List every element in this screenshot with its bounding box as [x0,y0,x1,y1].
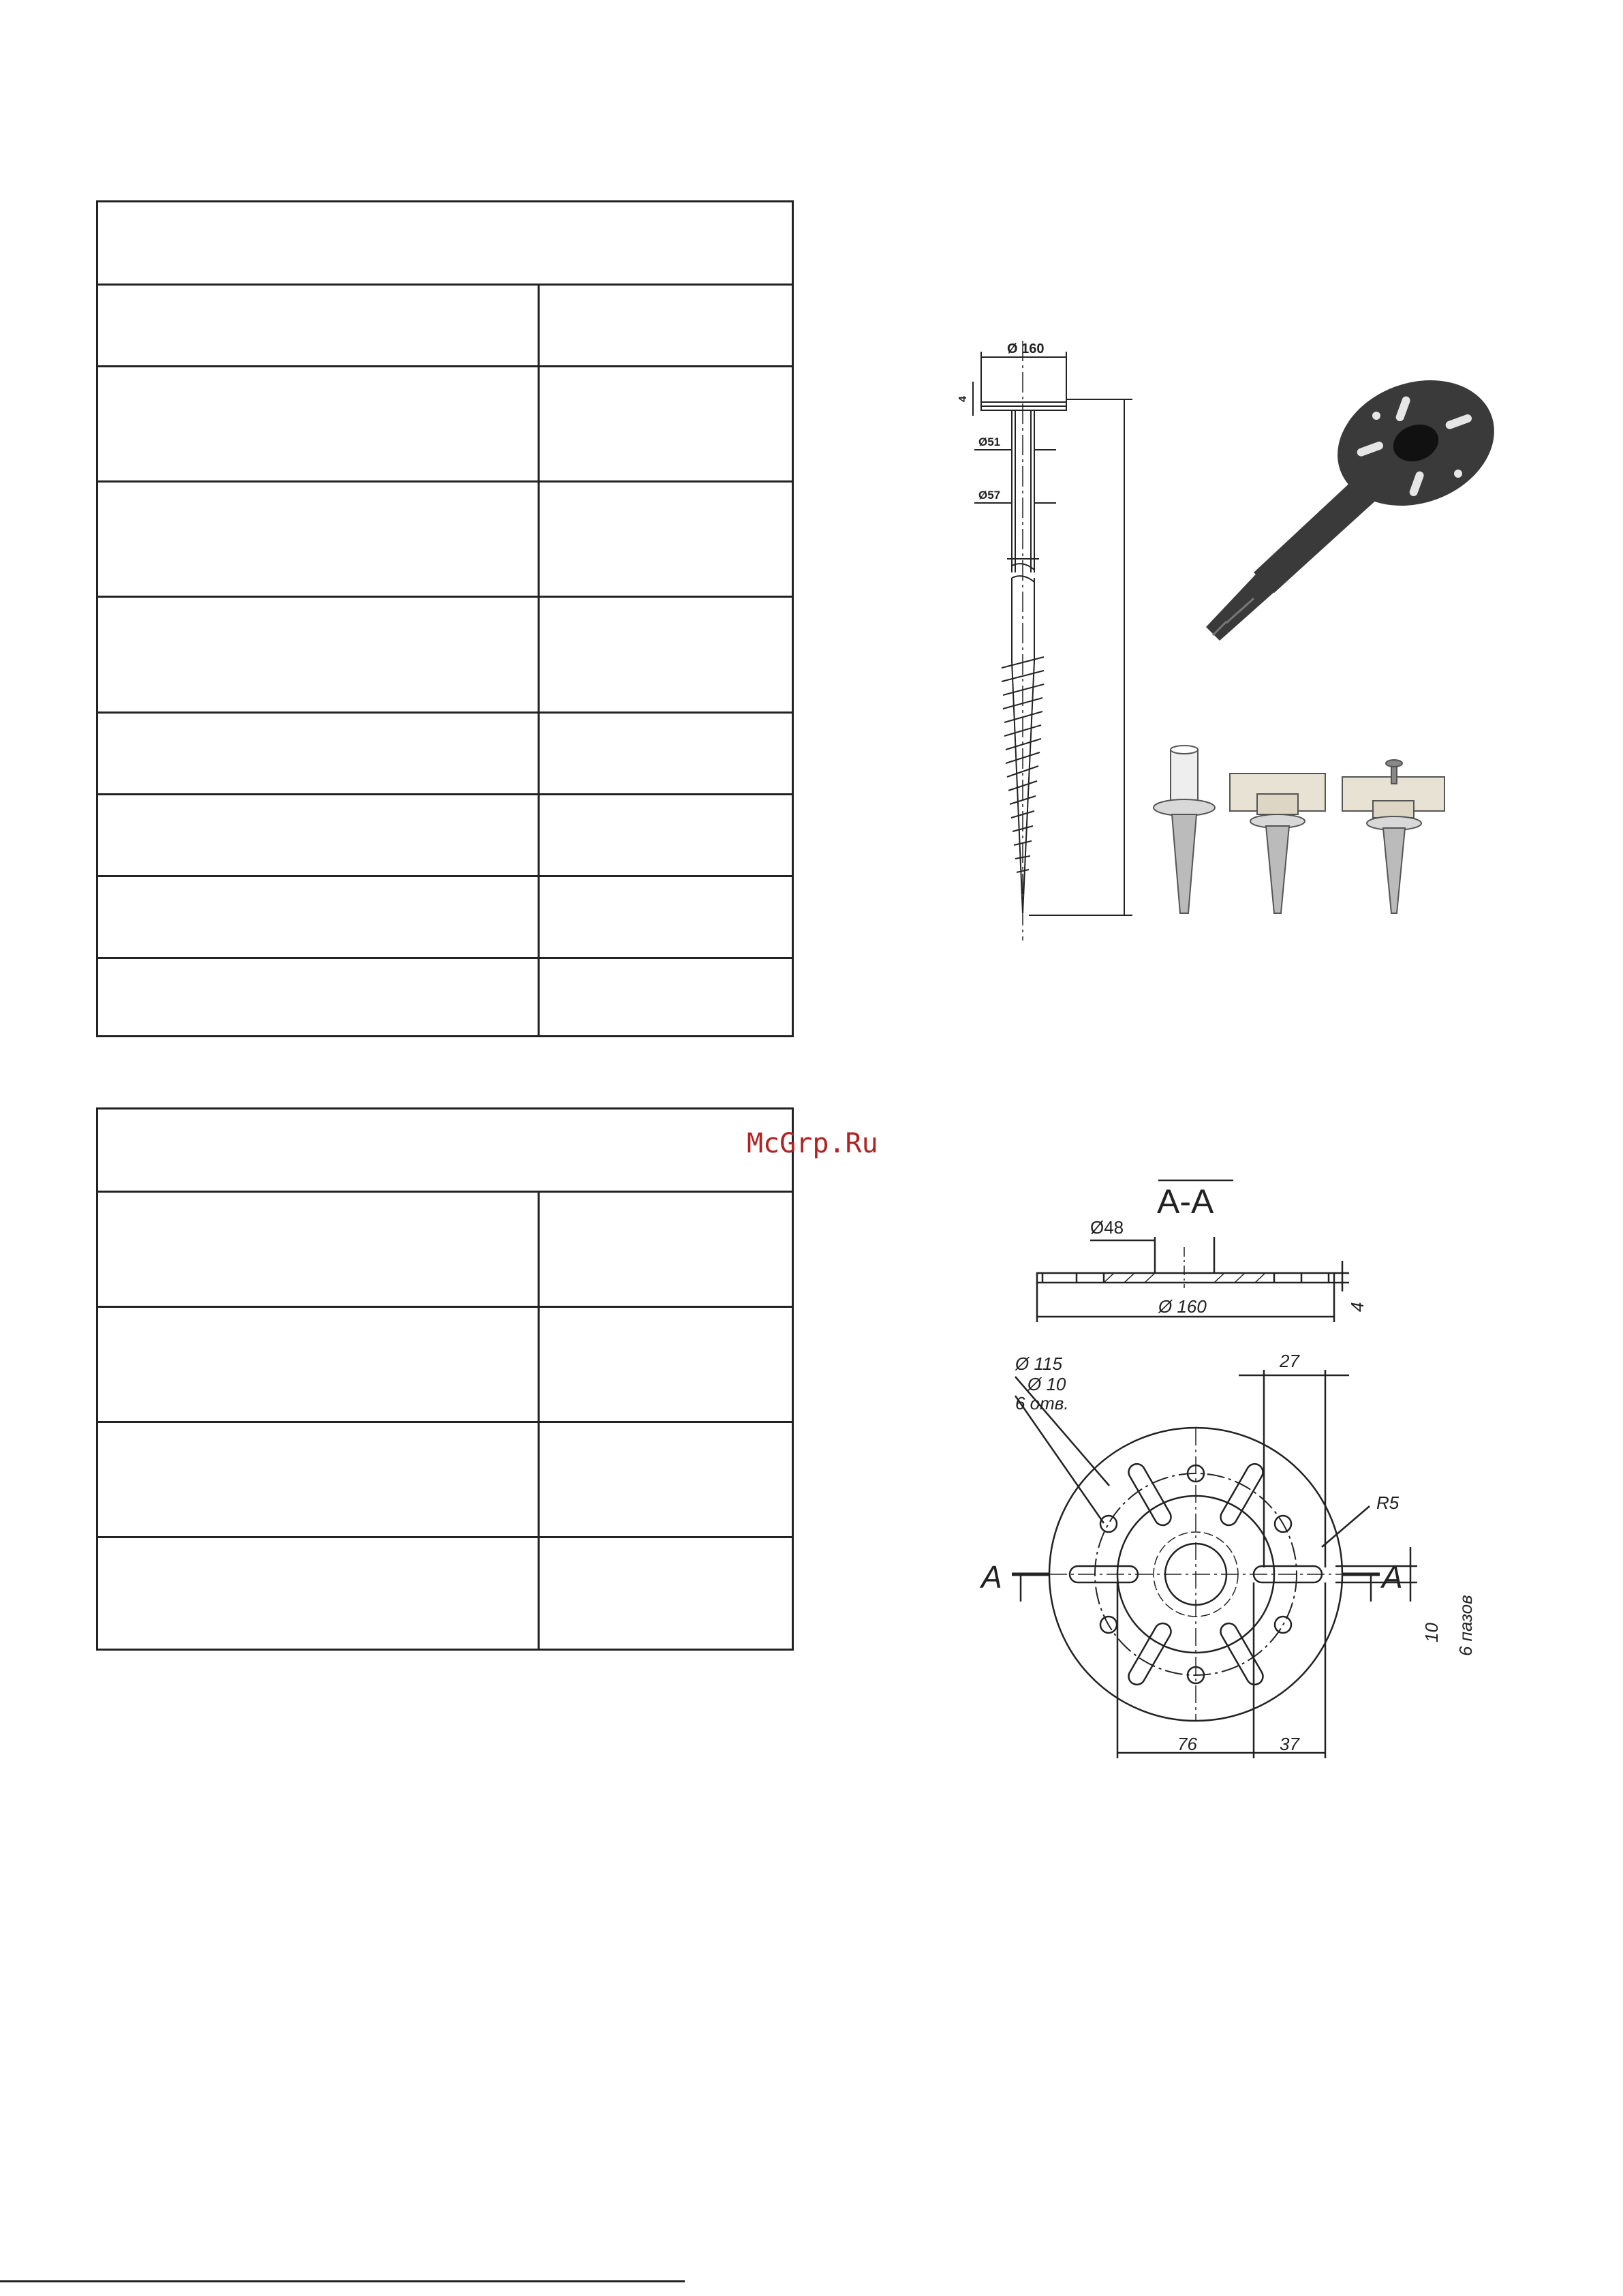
section-d48-label: Ø48 [1090,1217,1124,1238]
plan-a-left-label: А [981,1559,1002,1595]
table-row [98,1306,792,1421]
plan-holes-label: 6 отв. [1015,1393,1069,1413]
pile-product-image [1199,368,1499,641]
section-title: А-А [1157,1182,1214,1221]
table-row [98,875,792,957]
table-header-row [98,200,792,284]
plan-slot-width-label: 10 [1421,1623,1442,1642]
plan-d115-label: Ø 115 [1015,1353,1062,1374]
spec-table-1 [96,200,794,1037]
table-row [98,957,792,1037]
table-row [98,284,792,365]
section-a-a-drawing [1022,1172,1390,1336]
section-t4-label: 4 [1347,1302,1367,1312]
table-row [98,1191,792,1306]
stem-diameter-57-label: Ø57 [978,489,1001,502]
table-row [98,711,792,793]
pile-diameter-top-label: Ø 160 [1007,341,1045,356]
plan-r5-label: R5 [1376,1493,1400,1513]
flange-plan-drawing [954,1343,1485,1765]
plan-w76-label: 76 [1177,1734,1197,1754]
plan-w37-label: 37 [1280,1734,1299,1754]
plate-thickness-label: 4 [957,396,969,402]
table-row [98,480,792,596]
plan-d10-label: Ø 10 [1027,1374,1066,1394]
page-bottom-rule [0,2280,685,2282]
table-row [98,1421,792,1536]
stem-diameter-51-label: Ø51 [978,435,1001,448]
plan-slots-label: 6 пазов [1455,1595,1476,1656]
table-row [98,365,792,480]
plan-a-right-label: А [1382,1559,1403,1595]
spec-table-2 [96,1107,794,1651]
table-header-row [98,1107,792,1191]
plan-w27-label: 27 [1280,1351,1299,1371]
table-row [98,793,792,875]
watermark: McGrp.Ru [747,1128,878,1159]
table-row [98,1536,792,1651]
mounting-examples-image [1138,736,1465,920]
section-d160-label: Ø 160 [1158,1296,1207,1317]
table-row [98,596,792,711]
